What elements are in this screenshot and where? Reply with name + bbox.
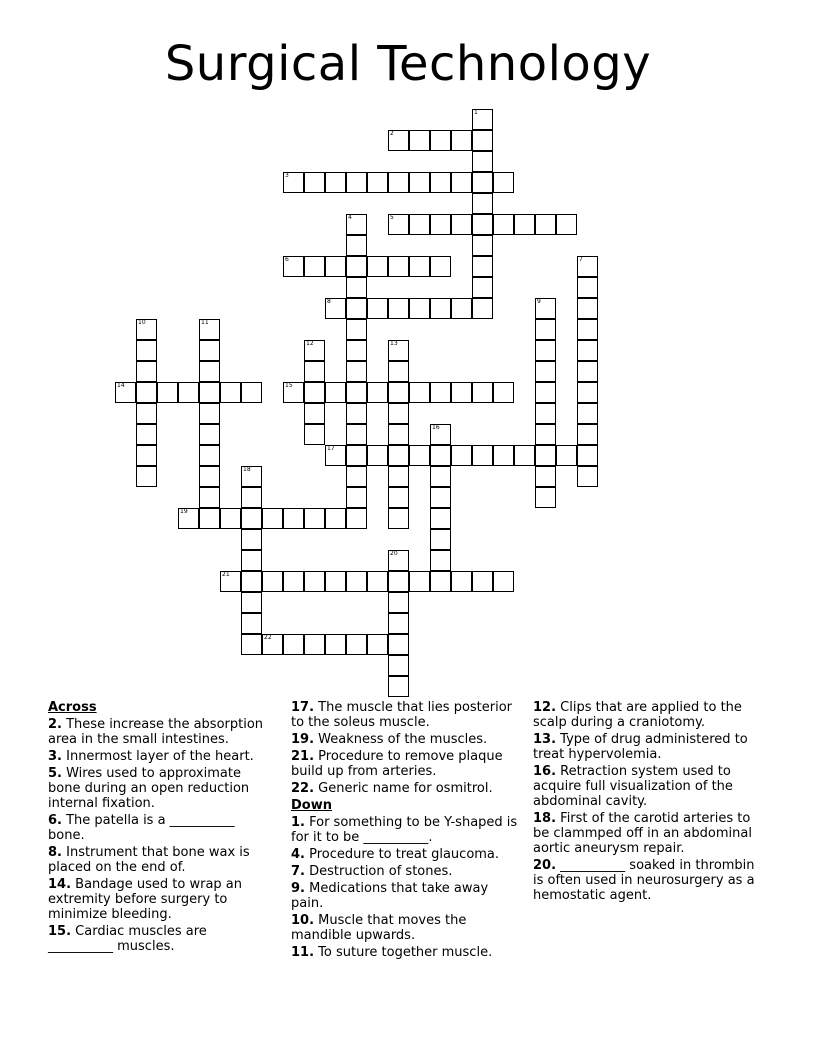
- grid-cell[interactable]: [346, 235, 367, 256]
- grid-cell[interactable]: [367, 445, 388, 466]
- grid-cell[interactable]: [346, 319, 367, 340]
- clue-number: 22: [264, 634, 272, 641]
- clue-number: 21: [222, 571, 230, 578]
- grid-cell[interactable]: [199, 361, 220, 382]
- grid-cell[interactable]: [304, 256, 325, 277]
- grid-cell[interactable]: [367, 256, 388, 277]
- clue-item: [48, 924, 270, 954]
- clue-item: [291, 700, 519, 730]
- grid-cell[interactable]: [283, 571, 304, 592]
- grid-cell[interactable]: [325, 445, 346, 466]
- grid-cell[interactable]: [388, 592, 409, 613]
- clue-item: [291, 913, 519, 943]
- clue-text: To suture together muscle.: [314, 945, 493, 960]
- down-heading: Down: [291, 798, 332, 813]
- grid-cell[interactable]: [262, 634, 283, 655]
- grid-cell[interactable]: [304, 634, 325, 655]
- grid-cell[interactable]: [388, 571, 409, 592]
- grid-cell[interactable]: [241, 382, 262, 403]
- grid-cell[interactable]: [577, 445, 598, 466]
- clue-number: 17.: [291, 700, 315, 715]
- grid-cell[interactable]: [556, 214, 577, 235]
- grid-cell[interactable]: [577, 403, 598, 424]
- grid-cell[interactable]: [367, 382, 388, 403]
- clue-number: 3: [285, 172, 289, 179]
- grid-cell[interactable]: [136, 361, 157, 382]
- clue-number: 4.: [291, 847, 305, 862]
- clue-number: 15.: [48, 924, 72, 939]
- grid-cell[interactable]: [577, 466, 598, 487]
- clue-number: 11: [201, 319, 209, 326]
- grid-cell[interactable]: [409, 130, 430, 151]
- grid-cell[interactable]: [367, 571, 388, 592]
- grid-cell[interactable]: [430, 256, 451, 277]
- clue-number: 7.: [291, 864, 305, 879]
- clue-item: [48, 717, 270, 747]
- clue-item: [291, 847, 519, 862]
- clue-number: 13: [390, 340, 398, 347]
- clue-number: 9: [537, 298, 541, 305]
- clue-number: 19.: [291, 732, 315, 747]
- grid-cell[interactable]: [535, 382, 556, 403]
- grid-cell[interactable]: [451, 172, 472, 193]
- grid-cell[interactable]: [472, 298, 493, 319]
- grid-cell[interactable]: [577, 382, 598, 403]
- clue-text: Innermost layer of the heart.: [61, 749, 254, 764]
- clue-number: 12.: [533, 700, 557, 715]
- grid-cell[interactable]: [346, 487, 367, 508]
- grid-cell[interactable]: [304, 571, 325, 592]
- grid-cell[interactable]: [220, 382, 241, 403]
- grid-cell[interactable]: [241, 466, 262, 487]
- clue-text: Weakness of the muscles.: [314, 732, 488, 747]
- grid-cell[interactable]: [430, 130, 451, 151]
- grid-cell[interactable]: [430, 214, 451, 235]
- grid-cell[interactable]: [409, 571, 430, 592]
- grid-cell[interactable]: [346, 634, 367, 655]
- clue-text: The patella is a __________ bone.: [48, 813, 235, 843]
- clue-number: 5: [390, 214, 394, 221]
- grid-cell[interactable]: [346, 382, 367, 403]
- grid-cell[interactable]: [409, 298, 430, 319]
- across-heading: Across: [48, 700, 97, 715]
- clue-column-3: [533, 700, 765, 905]
- grid-cell[interactable]: [577, 340, 598, 361]
- grid-cell[interactable]: [325, 634, 346, 655]
- grid-cell[interactable]: [430, 298, 451, 319]
- grid-cell[interactable]: [472, 130, 493, 151]
- grid-cell[interactable]: [388, 676, 409, 697]
- grid-cell[interactable]: [493, 445, 514, 466]
- clue-number: 16.: [533, 764, 557, 779]
- grid-cell[interactable]: [577, 361, 598, 382]
- grid-cell[interactable]: [430, 508, 451, 529]
- clue-text: These increase the absorption area in the small intestines.: [48, 717, 264, 747]
- grid-cell[interactable]: [430, 529, 451, 550]
- grid-cell[interactable]: [472, 445, 493, 466]
- grid-cell[interactable]: [136, 445, 157, 466]
- grid-cell[interactable]: [388, 466, 409, 487]
- grid-cell[interactable]: [409, 382, 430, 403]
- clue-number: 2: [390, 130, 394, 137]
- grid-cell[interactable]: [388, 382, 409, 403]
- grid-cell[interactable]: [199, 340, 220, 361]
- grid-cell[interactable]: [346, 403, 367, 424]
- grid-cell[interactable]: [283, 256, 304, 277]
- grid-cell[interactable]: [430, 172, 451, 193]
- grid-cell[interactable]: [577, 298, 598, 319]
- grid-cell[interactable]: [577, 277, 598, 298]
- clue-item: [48, 766, 270, 811]
- clue-text: Procedure to remove plaque build up from arteries.: [291, 749, 503, 779]
- grid-cell[interactable]: [346, 508, 367, 529]
- grid-cell[interactable]: [388, 424, 409, 445]
- grid-cell[interactable]: [241, 508, 262, 529]
- grid-cell[interactable]: [388, 655, 409, 676]
- clue-number: 1.: [291, 815, 305, 830]
- grid-cell[interactable]: [136, 382, 157, 403]
- clue-number: 21.: [291, 749, 315, 764]
- grid-cell[interactable]: [157, 382, 178, 403]
- grid-cell[interactable]: [472, 151, 493, 172]
- grid-cell[interactable]: [472, 214, 493, 235]
- grid-cell[interactable]: [388, 634, 409, 655]
- grid-cell[interactable]: [430, 571, 451, 592]
- grid-cell[interactable]: [430, 445, 451, 466]
- grid-cell[interactable]: [304, 172, 325, 193]
- grid-cell[interactable]: [325, 172, 346, 193]
- clue-text: Muscle that moves the mandible upwards.: [291, 913, 467, 943]
- grid-cell[interactable]: [451, 382, 472, 403]
- grid-cell[interactable]: [430, 424, 451, 445]
- grid-cell[interactable]: [535, 361, 556, 382]
- grid-cell[interactable]: [346, 172, 367, 193]
- clue-text: Retraction system used to acquire full visualization of the abdominal cavity.: [533, 764, 733, 809]
- clue-text: Clips that are applied to the scalp during a craniotomy.: [533, 700, 742, 730]
- grid-cell[interactable]: [325, 298, 346, 319]
- clue-item: [291, 945, 519, 960]
- clue-number: 12: [306, 340, 314, 347]
- clue-number: 18: [243, 466, 251, 473]
- grid-cell[interactable]: [367, 634, 388, 655]
- grid-cell[interactable]: [178, 382, 199, 403]
- clue-text: Procedure to treat glaucoma.: [304, 847, 500, 862]
- grid-cell[interactable]: [514, 445, 535, 466]
- clue-number: 14: [117, 382, 125, 389]
- clue-number: 10.: [291, 913, 315, 928]
- grid-cell[interactable]: [346, 277, 367, 298]
- grid-cell[interactable]: [199, 319, 220, 340]
- grid-cell[interactable]: [430, 550, 451, 571]
- grid-cell[interactable]: [199, 508, 220, 529]
- page-title: Surgical Technology: [164, 36, 652, 92]
- clue-number: 3.: [48, 749, 62, 764]
- grid-cell[interactable]: [472, 571, 493, 592]
- grid-cell[interactable]: [325, 508, 346, 529]
- grid-cell[interactable]: [388, 361, 409, 382]
- clue-number: 19: [180, 508, 188, 515]
- clue-item: [291, 781, 519, 796]
- clue-text: Generic name for osmitrol.: [314, 781, 493, 796]
- grid-cell[interactable]: [304, 382, 325, 403]
- clue-item: [291, 881, 519, 911]
- clue-number: 4: [348, 214, 352, 221]
- grid-cell[interactable]: [535, 214, 556, 235]
- grid-cell[interactable]: [304, 403, 325, 424]
- grid-cell[interactable]: [451, 130, 472, 151]
- clue-number: 14.: [48, 877, 72, 892]
- clue-item: [533, 858, 765, 903]
- grid-cell[interactable]: [199, 445, 220, 466]
- grid-cell[interactable]: [241, 571, 262, 592]
- clue-text: Bandage used to wrap an extremity before surgery to minimize bleeding.: [48, 877, 242, 922]
- grid-cell[interactable]: [535, 340, 556, 361]
- grid-cell[interactable]: [283, 172, 304, 193]
- grid-cell[interactable]: [493, 571, 514, 592]
- grid-cell[interactable]: [346, 445, 367, 466]
- grid-cell[interactable]: [535, 466, 556, 487]
- clue-item: [48, 877, 270, 922]
- grid-cell[interactable]: [199, 466, 220, 487]
- grid-cell[interactable]: [472, 235, 493, 256]
- clue-text: The muscle that lies posterior to the soleus muscle.: [291, 700, 513, 730]
- clue-text: Type of drug administered to treat hypervolemia.: [533, 732, 748, 762]
- clue-item: [48, 749, 270, 764]
- clue-number: 10: [138, 319, 146, 326]
- grid-cell[interactable]: [451, 445, 472, 466]
- grid-cell[interactable]: [430, 382, 451, 403]
- clue-number: 17: [327, 445, 335, 452]
- grid-cell[interactable]: [430, 466, 451, 487]
- grid-cell[interactable]: [283, 382, 304, 403]
- grid-cell[interactable]: [241, 592, 262, 613]
- grid-cell[interactable]: [367, 298, 388, 319]
- grid-cell[interactable]: [220, 571, 241, 592]
- clue-number: 13.: [533, 732, 557, 747]
- grid-cell[interactable]: [409, 445, 430, 466]
- grid-cell[interactable]: [388, 130, 409, 151]
- grid-cell[interactable]: [241, 634, 262, 655]
- grid-cell[interactable]: [388, 445, 409, 466]
- grid-cell[interactable]: [472, 172, 493, 193]
- grid-cell[interactable]: [346, 424, 367, 445]
- grid-cell[interactable]: [577, 256, 598, 277]
- grid-cell[interactable]: [388, 613, 409, 634]
- grid-cell[interactable]: [304, 424, 325, 445]
- clue-number: 8: [327, 298, 331, 305]
- grid-cell[interactable]: [388, 214, 409, 235]
- clue-number: 8.: [48, 845, 62, 860]
- grid-cell[interactable]: [346, 466, 367, 487]
- clue-text: Destruction of stones.: [304, 864, 453, 879]
- grid-cell[interactable]: [199, 403, 220, 424]
- grid-cell[interactable]: [241, 487, 262, 508]
- grid-cell[interactable]: [535, 403, 556, 424]
- clue-number: 2.: [48, 717, 62, 732]
- grid-cell[interactable]: [283, 508, 304, 529]
- clue-number: 6.: [48, 813, 62, 828]
- grid-cell[interactable]: [577, 424, 598, 445]
- grid-cell[interactable]: [241, 550, 262, 571]
- grid-cell[interactable]: [346, 256, 367, 277]
- grid-cell[interactable]: [472, 277, 493, 298]
- grid-cell[interactable]: [493, 214, 514, 235]
- clue-number: 15: [285, 382, 293, 389]
- clue-text: First of the carotid arteries to be clammped off in an abdominal aortic aneurysm repair.: [533, 811, 752, 856]
- clue-item: [291, 732, 519, 747]
- grid-cell[interactable]: [472, 109, 493, 130]
- grid-cell[interactable]: [535, 298, 556, 319]
- grid-cell[interactable]: [409, 256, 430, 277]
- grid-cell[interactable]: [535, 319, 556, 340]
- grid-cell[interactable]: [304, 508, 325, 529]
- clue-item: [533, 732, 765, 762]
- clue-number: 5.: [48, 766, 62, 781]
- grid-cell[interactable]: [136, 424, 157, 445]
- grid-cell[interactable]: [220, 508, 241, 529]
- grid-cell[interactable]: [136, 466, 157, 487]
- grid-cell[interactable]: [325, 382, 346, 403]
- grid-cell[interactable]: [514, 214, 535, 235]
- grid-cell[interactable]: [199, 487, 220, 508]
- grid-cell[interactable]: [367, 172, 388, 193]
- grid-cell[interactable]: [388, 487, 409, 508]
- clue-number: 6: [285, 256, 289, 263]
- clue-number: 18.: [533, 811, 557, 826]
- clue-item: [291, 749, 519, 779]
- grid-cell[interactable]: [535, 445, 556, 466]
- grid-cell[interactable]: [430, 487, 451, 508]
- grid-cell[interactable]: [325, 256, 346, 277]
- clue-item: [533, 811, 765, 856]
- grid-cell[interactable]: [136, 340, 157, 361]
- grid-cell[interactable]: [346, 361, 367, 382]
- clue-item: [533, 764, 765, 809]
- clue-number: 20.: [533, 858, 557, 873]
- clue-number: 16: [432, 424, 440, 431]
- grid-cell[interactable]: [283, 634, 304, 655]
- clue-column-1: [48, 700, 270, 956]
- clue-item: [533, 700, 765, 730]
- grid-cell[interactable]: [304, 361, 325, 382]
- grid-cell[interactable]: [409, 172, 430, 193]
- clue-number: 22.: [291, 781, 315, 796]
- grid-cell[interactable]: [388, 340, 409, 361]
- grid-cell[interactable]: [388, 550, 409, 571]
- grid-cell[interactable]: [451, 298, 472, 319]
- grid-cell[interactable]: [325, 571, 346, 592]
- clue-text: Instrument that bone wax is placed on the end of.: [48, 845, 250, 875]
- grid-cell[interactable]: [346, 571, 367, 592]
- grid-cell[interactable]: [493, 382, 514, 403]
- grid-cell[interactable]: [493, 172, 514, 193]
- grid-cell[interactable]: [388, 508, 409, 529]
- grid-cell[interactable]: [178, 508, 199, 529]
- clue-text: Wires used to approximate bone during an open reduction internal fixation.: [48, 766, 250, 811]
- clue-number: 9.: [291, 881, 305, 896]
- grid-cell[interactable]: [388, 403, 409, 424]
- grid-cell[interactable]: [199, 424, 220, 445]
- clue-item: [48, 813, 270, 843]
- clue-item: [291, 864, 519, 879]
- grid-cell[interactable]: [346, 214, 367, 235]
- grid-cell[interactable]: [262, 508, 283, 529]
- clue-text: For something to be Y-shaped is for it to be __________.: [291, 815, 518, 845]
- grid-cell[interactable]: [577, 319, 598, 340]
- clue-item: [48, 845, 270, 875]
- clue-number: 20: [390, 550, 398, 557]
- clue-text: __________ soaked in thrombin is often used in neurosurgery as a hemostatic agent.: [533, 858, 755, 903]
- grid-cell[interactable]: [556, 445, 577, 466]
- grid-cell[interactable]: [388, 172, 409, 193]
- clue-column-2: [291, 700, 519, 962]
- grid-cell[interactable]: [451, 214, 472, 235]
- grid-cell[interactable]: [535, 487, 556, 508]
- grid-cell[interactable]: [136, 403, 157, 424]
- clue-number: 7: [579, 256, 583, 263]
- clue-number: 1: [474, 109, 478, 116]
- grid-cell[interactable]: [388, 256, 409, 277]
- grid-cell[interactable]: [535, 424, 556, 445]
- grid-cell[interactable]: [346, 298, 367, 319]
- grid-cell[interactable]: [346, 340, 367, 361]
- grid-cell[interactable]: [115, 382, 136, 403]
- grid-cell[interactable]: [409, 214, 430, 235]
- clue-item: [291, 815, 519, 845]
- grid-cell[interactable]: [262, 571, 283, 592]
- grid-cell[interactable]: [451, 571, 472, 592]
- grid-cell[interactable]: [241, 529, 262, 550]
- grid-cell[interactable]: [304, 340, 325, 361]
- clue-text: Medications that take away pain.: [291, 881, 489, 911]
- grid-cell[interactable]: [136, 319, 157, 340]
- grid-cell[interactable]: [241, 613, 262, 634]
- grid-cell[interactable]: [472, 382, 493, 403]
- clue-text: Cardiac muscles are __________ muscles.: [48, 924, 207, 954]
- grid-cell[interactable]: [199, 382, 220, 403]
- grid-cell[interactable]: [472, 193, 493, 214]
- grid-cell[interactable]: [472, 256, 493, 277]
- grid-cell[interactable]: [388, 298, 409, 319]
- clue-number: 11.: [291, 945, 315, 960]
